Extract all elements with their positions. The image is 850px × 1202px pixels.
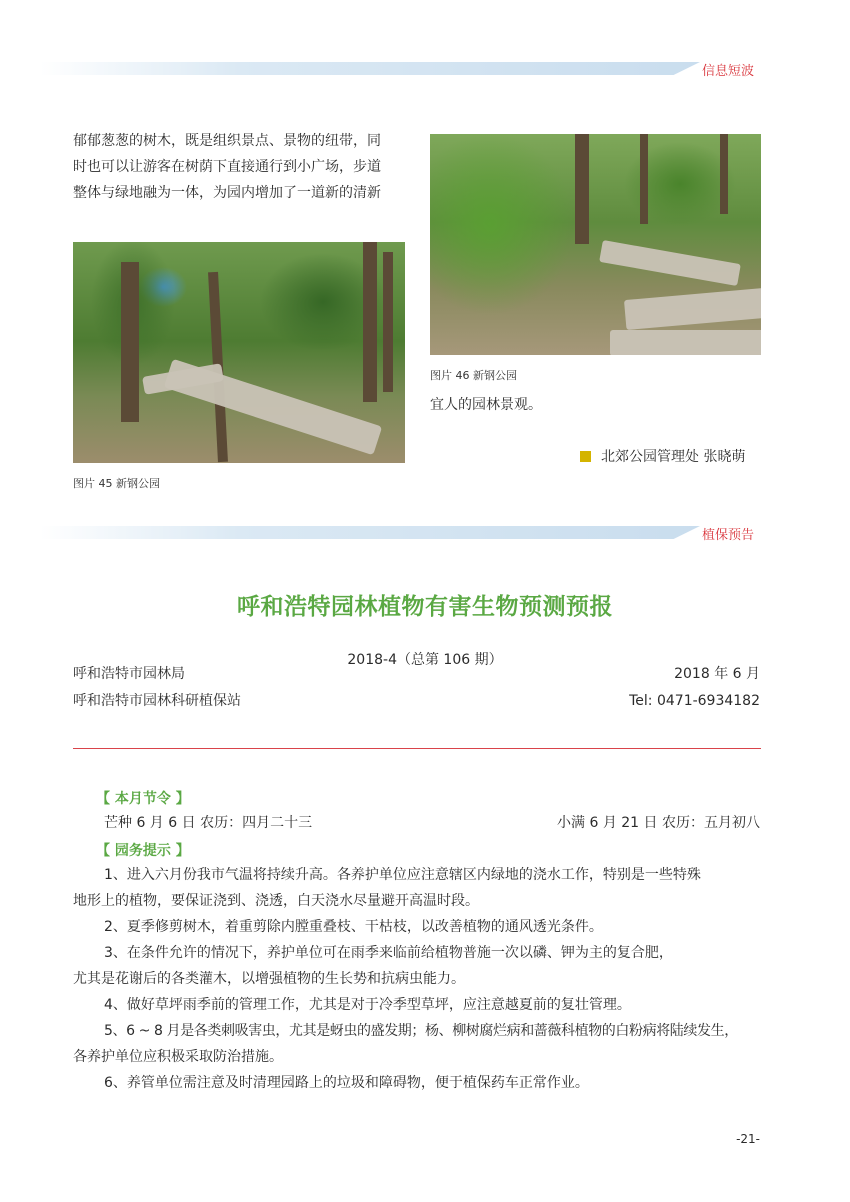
photo-45-caption: 图片 45 新钢公园 (73, 477, 160, 490)
tips-list (73, 862, 773, 1096)
tips-heading: 【 园务提示 】 (96, 843, 190, 859)
tip-line: 1、进入六月份我市气温将持续升高。各养护单位应注意辖区内绿地的浇水工作，特别是一些特殊 (104, 867, 701, 883)
photo-46-caption: 图片 46 新钢公园 (430, 369, 517, 382)
article-title: 呼和浩特园林植物有害生物预测预报 (237, 594, 613, 620)
tip-line: 6、养管单位需注意及时清理园路上的垃圾和障碍物，便于植保药车正常作业。 (104, 1075, 589, 1091)
tip-line: 2、夏季修剪树木，着重剪除内膛重叠枝、干枯枝，以改善植物的通风透光条件。 (104, 919, 603, 935)
section-header-band (40, 62, 700, 75)
photo-park-path-46 (430, 134, 761, 355)
divider-rule (73, 748, 761, 749)
intro-line: 时也可以让游客在树荫下直接通行到小广场，步道 (73, 159, 381, 175)
intro-paragraph (73, 128, 413, 206)
author-marker (580, 451, 591, 462)
author-line (580, 446, 745, 466)
page-number: -21- (736, 1132, 760, 1146)
solar-term-right: 小满 6 月 21 日 农历：五月初八 (557, 815, 760, 831)
telephone: Tel: 0471-6934182 (629, 693, 760, 709)
closing-text: 宜人的园林景观。 (430, 397, 542, 413)
solar-term-left: 芒种 6 月 6 日 农历：四月二十三 (104, 815, 313, 831)
tip-line: 地形上的植物，要保证浇到、浇透，白天浇水尽量避开高温时段。 (73, 893, 479, 909)
tip-line: 4、做好草坪雨季前的管理工作，尤其是对于冷季型草坪，应注意越夏前的复壮管理。 (104, 997, 631, 1013)
tip-line: 3、在条件允许的情况下，养护单位可在雨季来临前给植物普施一次以磷、钾为主的复合肥， (104, 945, 673, 961)
intro-line: 整体与绿地融为一体，为园内增加了一道新的清新 (73, 185, 381, 201)
intro-line: 郁郁葱葱的树木，既是组织景点、景物的纽带，同 (73, 133, 381, 149)
tip-line: 各养护单位应积极采取防治措施。 (73, 1049, 283, 1065)
tip-line: 尤其是花谢后的各类灌木，以增强植物的生长势和抗病虫能力。 (73, 971, 465, 987)
issue-number: 2018-4（总第 106 期） (347, 652, 503, 668)
section-header-band (40, 526, 700, 539)
section-label-plant-protection: 植保预告 (702, 528, 755, 543)
org-station: 呼和浩特市园林科研植保站 (73, 693, 241, 709)
tip-line: 5、6 ~ 8 月是各类刺吸害虫，尤其是蚜虫的盛发期；杨、柳树腐烂病和蔷薇科植物的白粉病将陆续发生， (104, 1023, 738, 1039)
org-bureau: 呼和浩特市园林局 (73, 666, 185, 682)
author-name: 北郊公园管理处 张晓萌 (601, 449, 746, 465)
photo-park-path-45 (73, 242, 405, 463)
solar-terms-heading: 【 本月节令 】 (96, 791, 190, 807)
publish-date: 2018 年 6 月 (674, 666, 760, 682)
section-label-info: 信息短波 (702, 64, 755, 79)
